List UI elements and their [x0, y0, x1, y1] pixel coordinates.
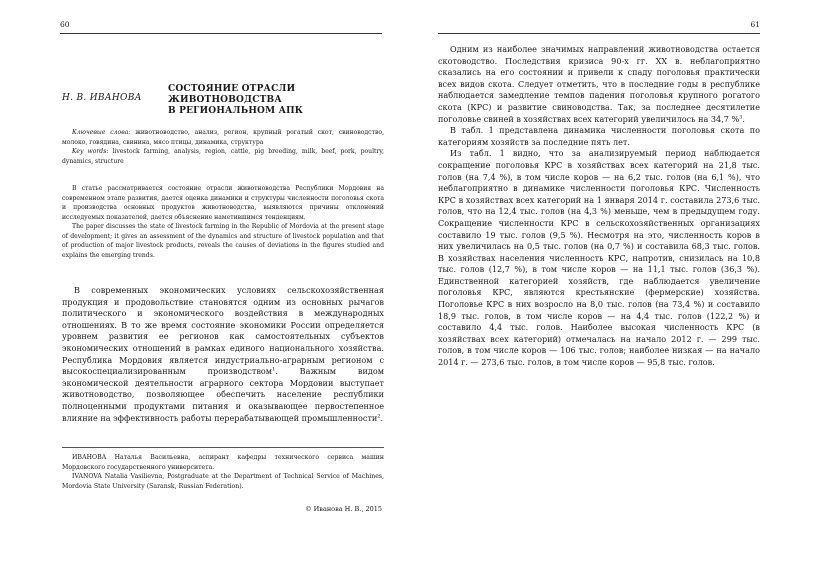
page-number: 60 — [60, 20, 70, 29]
paragraph-end: . — [742, 113, 745, 124]
right-page — [410, 0, 820, 580]
copyright: © Иванова Н. В., 2015 — [305, 505, 382, 513]
keywords-ru-text: животноводство, анализ, регион, крупный рогатый скот, свиноводство, молоко, говядина, свинина, мясо птицы, динамика, структура — [62, 129, 385, 146]
author-footnotes — [62, 453, 384, 491]
page-number: 61 — [750, 20, 760, 29]
abstract-ru: В статье рассматривается состояние отрасли животноводства Республики Мордовия на современном этапе развития, дается оценка динамики и структуры численности поголовья скота и производства основных продуктов животноводства, выявляются причины отклонений исследуемых показателей, дается объяснение наметившимся тенденциям. — [62, 185, 384, 221]
footnote-ref: 3 — [739, 113, 743, 120]
body-paragraph — [438, 44, 760, 125]
keywords-block — [62, 128, 384, 166]
paragraph-text: Одним из наиболее значимых направлений животноводства остается скотоводство. Последствия кризиса 90-х гг. XX в. неблагоприятно сказались на его состоянии и привели к спаду поголовья практически всех видов скота. Следует отметить, что в последние годы в республике наблюдается замедление темпов падения поголовья крупного рогатого скота (КРС) и развитие свиноводства. Так, за последнее десятилетие поголовье свиней в хозяйствах всех категорий увеличилось на 34,7 % — [438, 44, 760, 124]
title-line: СОСТОЯНИЕ ОТРАСЛИ — [168, 84, 296, 94]
keywords-en-label: Key words: — [72, 148, 109, 155]
title-line: В РЕГИОНАЛЬНОМ АПК — [168, 106, 304, 116]
header-rule — [438, 33, 760, 34]
abstract-block — [62, 184, 384, 260]
footnote-ref: 1 — [272, 366, 276, 373]
body-paragraph — [62, 285, 384, 424]
body-text-part: В современных экономических условиях сельскохозяйственная продукция и продовольствие становятся одним из основных рычагов политического и экономического воздействия в международных отношениях. В то же время состояние экономики России определяется уровнем развития ее регионов как самостоятельных субъектов экономических отношений в рамках единого национального хозяйства. Республика Мордовия является индустриально-аграрным регионом с высокоспециализированным производством — [62, 285, 384, 377]
article-author: Н. В. ИВАНОВА — [62, 93, 142, 103]
header-rule — [60, 33, 382, 34]
body-text-end: . — [380, 412, 384, 423]
article-title — [168, 84, 368, 117]
keywords-en-text: livestock farming, analysis, region, cattle, pig breeding, milk, beef, pork, poultry, dynamics, structure — [62, 148, 384, 165]
body-paragraph: Из табл. 1 видно, что за анализируемый период наблюдается сокращение поголовья КРС в хозяйствах всех категорий на 21,8 тыс. голов (на 7,4 %), в том числе коров — на 6,2 тыс. голов (на 6,1 %), что неблагоприятно в динамике численности поголовья КРС. Численность КРС в хозяйствах всех категорий на 1 января 2014 г. составила 273,6 тыс. голов, что на 12,4 тыс. голов (на 4,3 %) меньше, чем в предыдущем году. Сокращение численности КРС в сельскохозяйственных организациях составило 19 тыс. голов (9,5 %). Несмотря на это, численность коров в них увеличилась на 0,5 тыс. голов (на 0,7 %) и составила 68,3 тыс. голов. В хозяйствах населения численность КРС, напротив, снизилась на 10,8 тыс. голов (12,7 %), в том числе коров — на 11,1 тыс. голов (36,3 %). Единственной категорией хозяйств, где наблюдается увеличение поголовья КРС, являются крестьянские (фермерские) хозяйства. Поголовье КРС в них возросло на 8,0 тыс. голов (на 73,4 %) и составило 18,9 тыс. голов, в том числе коров — на 4,4 тыс. голов (122,2 %) и составило 4,4 тыс. голов. Наиболее высокая численность КРС (в хозяйствах всех категорий) отмечалась на начало 2012 г. — 299 тыс. голов, в том числе коров — 106 тыс. голов; наиболее низкая — на начало 2014 г. — 273,6 тыс. голов, в том числе коров — 95,8 тыс. голов. — [438, 148, 760, 368]
footnote-ref: 2 — [377, 412, 381, 419]
title-line: ЖИВОТНОВОДСТВА — [168, 95, 282, 105]
footnote-en: IVANOVA Natalia Vasilievna, Postgraduate at the Department of Technical Service of Machines, Mordovia State University (Saransk, Russian Federation). — [62, 473, 384, 490]
body-text-part: . Важным видом экономической деятельности аграрного сектора Мордовии выступает животноводство, позволяющее обеспечить население республики полноценными продуктами питания и оказывающее первостепенное влияние на эффективность работы перерабатывающей промышленности — [62, 366, 384, 423]
keywords-en — [62, 147, 384, 166]
keywords-ru-label: Ключевые слова: — [72, 129, 131, 136]
body-paragraph: В табл. 1 представлена динамика численности поголовья скота по категориям хозяйств за последние пять лет. — [438, 125, 760, 147]
abstract-en: The paper discusses the state of livestock farming in the Republic of Mordovia at the present stage of development; it gives an assessment of the dynamics and structure of livestock population and that of production of major livestock products, reveals the causes of deviations in the figures studied and explains the emerging trends. — [62, 223, 384, 259]
footnote-rule — [62, 447, 384, 448]
footnote-ru: ИВАНОВА Наталья Васильевна, аспирант кафедры технического сервиса машин Мордовского государственного университета. — [62, 454, 384, 471]
keywords-ru — [62, 128, 384, 147]
body-text-right — [438, 44, 760, 369]
body-text-left — [62, 285, 384, 424]
